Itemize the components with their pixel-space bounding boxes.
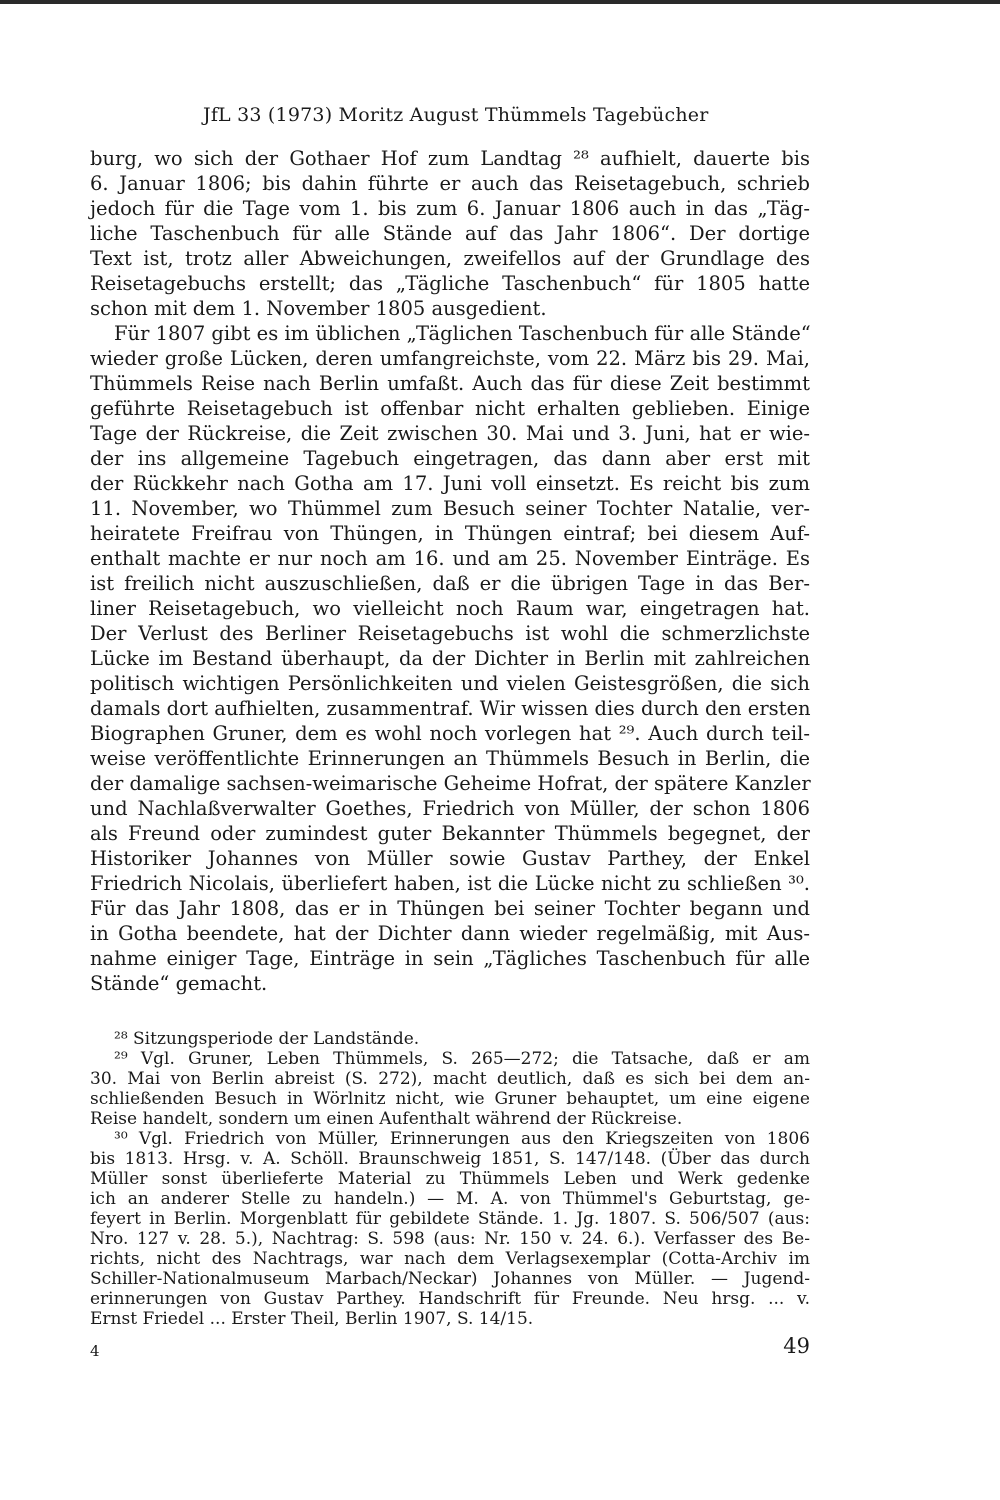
text-line: Lücke im Bestand überhaupt, da der Dichter in Berlin mit zahlreichen xyxy=(90,647,810,670)
footnote-line: schließenden Besuch in Wörlnitz nicht, wie Gruner behauptet, um eine eigene xyxy=(90,1089,810,1109)
footnote-line: bis 1813. Hrsg. v. A. Schöll. Braunschweig 1851, S. 147/148. (Über das durch xyxy=(90,1149,810,1169)
footnote-line: Müller sonst überlieferte Material zu Thümmels Leben und Werk gedenke xyxy=(90,1169,810,1189)
text-line: ist freilich nicht auszuschließen, daß er die übrigen Tage in das Ber- xyxy=(90,572,810,595)
footnote-line: Ernst Friedel ... Erster Theil, Berlin 1907, S. 14/15. xyxy=(90,1309,534,1329)
text-line: Tage der Rückreise, die Zeit zwischen 30. Mai und 3. Juni, hat er wie- xyxy=(90,422,810,445)
text-line: Biographen Gruner, dem es wohl noch vorlegen hat ²⁹. Auch durch teil- xyxy=(90,722,810,745)
footnote-line: Reise handelt, sondern um einen Aufenthalt während der Rückreise. xyxy=(90,1109,683,1129)
text-line: Stände“ gemacht. xyxy=(90,972,268,995)
text-line: weise veröffentlichte Erinnerungen an Thümmels Besuch in Berlin, die xyxy=(90,747,810,770)
top-border-rule xyxy=(0,0,1000,4)
text-line: liner Reisetagebuch, wo vielleicht noch Raum war, eingetragen hat. xyxy=(90,597,810,620)
main-text xyxy=(90,146,810,996)
text-line: Für 1807 gibt es im üblichen „Täglichen Taschenbuch für alle Stände“ xyxy=(114,322,811,345)
text-line: nahme einiger Tage, Einträge in sein „Tägliches Taschenbuch für alle xyxy=(90,947,810,970)
text-line: enthalt machte er nur noch am 16. und am 25. November Einträge. Es xyxy=(90,547,810,570)
text-line: jedoch für die Tage vom 1. bis zum 6. Januar 1806 auch in das „Täg- xyxy=(90,197,810,220)
text-line: geführte Reisetagebuch ist offenbar nicht erhalten geblieben. Einige xyxy=(90,397,810,420)
footnote-line: richts, nicht des Nachtrags, war nach dem Verlagsexemplar (Cotta-Archiv im xyxy=(90,1249,810,1269)
text-line: burg, wo sich der Gothaer Hof zum Landtag ²⁸ aufhielt, dauerte bis xyxy=(90,147,810,170)
text-line: und Nachlaßverwalter Goethes, Friedrich von Müller, der schon 1806 xyxy=(90,797,810,820)
text-line: als Freund oder zumindest guter Bekannter Thümmels begegnet, der xyxy=(90,822,810,845)
footnote-line: ³⁰ Vgl. Friedrich von Müller, Erinnerungen aus den Kriegszeiten von 1806 xyxy=(114,1129,810,1149)
footnote-line: 30. Mai von Berlin abreist (S. 272), macht deutlich, daß es sich bei dem an- xyxy=(90,1069,810,1089)
footnote-line: ²⁸ Sitzungsperiode der Landstände. xyxy=(114,1029,420,1049)
text-line: heiratete Freifrau von Thüngen, in Thüngen eintraf; bei diesem Auf- xyxy=(90,522,810,545)
text-line: der ins allgemeine Tagebuch eingetragen, das dann aber erst mit xyxy=(90,447,810,470)
page-number: 49 xyxy=(783,1334,810,1358)
text-line: Für das Jahr 1808, das er in Thüngen bei seiner Tochter begann und xyxy=(90,897,810,920)
text-line: schon mit dem 1. November 1805 ausgedient. xyxy=(90,297,547,320)
footnote-line: erinnerungen von Gustav Parthey. Handschrift für Freunde. Neu hrsg. ... v. xyxy=(90,1289,810,1309)
text-line: Historiker Johannes von Müller sowie Gustav Parthey, der Enkel xyxy=(90,847,810,870)
signature-mark: 4 xyxy=(90,1342,100,1360)
text-line: politisch wichtigen Persönlichkeiten und vielen Geistesgrößen, die sich xyxy=(90,672,810,695)
text-line: Reisetagebuchs erstellt; das „Tägliche Taschenbuch“ für 1805 hatte xyxy=(90,272,810,295)
footnote-line: ich an anderer Stelle zu handeln.) — M. A. von Thümmel's Geburtstag, ge- xyxy=(90,1189,810,1209)
footnotes xyxy=(90,1029,810,1329)
text-line: wieder große Lücken, deren umfangreichste, vom 22. März bis 29. Mai, xyxy=(90,347,810,370)
text-line: liche Taschenbuch für alle Stände auf das Jahr 1806“. Der dortige xyxy=(90,222,810,245)
text-line: Text ist, trotz aller Abweichungen, zweifellos auf der Grundlage des xyxy=(90,247,810,270)
text-line: 6. Januar 1806; bis dahin führte er auch das Reisetagebuch, schrieb xyxy=(90,172,810,195)
running-head: JfL 33 (1973) Moritz August Thümmels Tagebücher xyxy=(203,104,709,126)
footnote-line: feyert in Berlin. Morgenblatt für gebildete Stände. 1. Jg. 1807. S. 506/507 (aus: xyxy=(90,1209,810,1229)
text-line: in Gotha beendete, hat der Dichter dann wieder regelmäßig, mit Aus- xyxy=(90,922,810,945)
text-line: der damalige sachsen-weimarische Geheime Hofrat, der spätere Kanzler xyxy=(90,772,811,795)
footnote-line: ²⁹ Vgl. Gruner, Leben Thümmels, S. 265—272; die Tatsache, daß er am xyxy=(114,1049,810,1069)
footnote-line: Nro. 127 v. 28. 5.), Nachtrag: S. 598 (aus: Nr. 150 v. 24. 6.). Verfasser des Be- xyxy=(90,1229,810,1249)
footnote-line: Schiller-Nationalmuseum Marbach/Neckar) Johannes von Müller. — Jugend- xyxy=(90,1269,810,1289)
text-line: damals dort aufhielten, zusammentraf. Wir wissen dies durch den ersten xyxy=(90,697,811,720)
text-line: Der Verlust des Berliner Reisetagebuchs ist wohl die schmerzlichste xyxy=(90,622,810,645)
text-line: 11. November, wo Thümmel zum Besuch seiner Tochter Natalie, ver- xyxy=(90,497,810,520)
text-line: der Rückkehr nach Gotha am 17. Juni voll einsetzt. Es reicht bis zum xyxy=(90,472,810,495)
text-line: Friedrich Nicolais, überliefert haben, ist die Lücke nicht zu schließen ³⁰. xyxy=(90,872,810,895)
text-line: Thümmels Reise nach Berlin umfaßt. Auch das für diese Zeit bestimmt xyxy=(90,372,810,395)
